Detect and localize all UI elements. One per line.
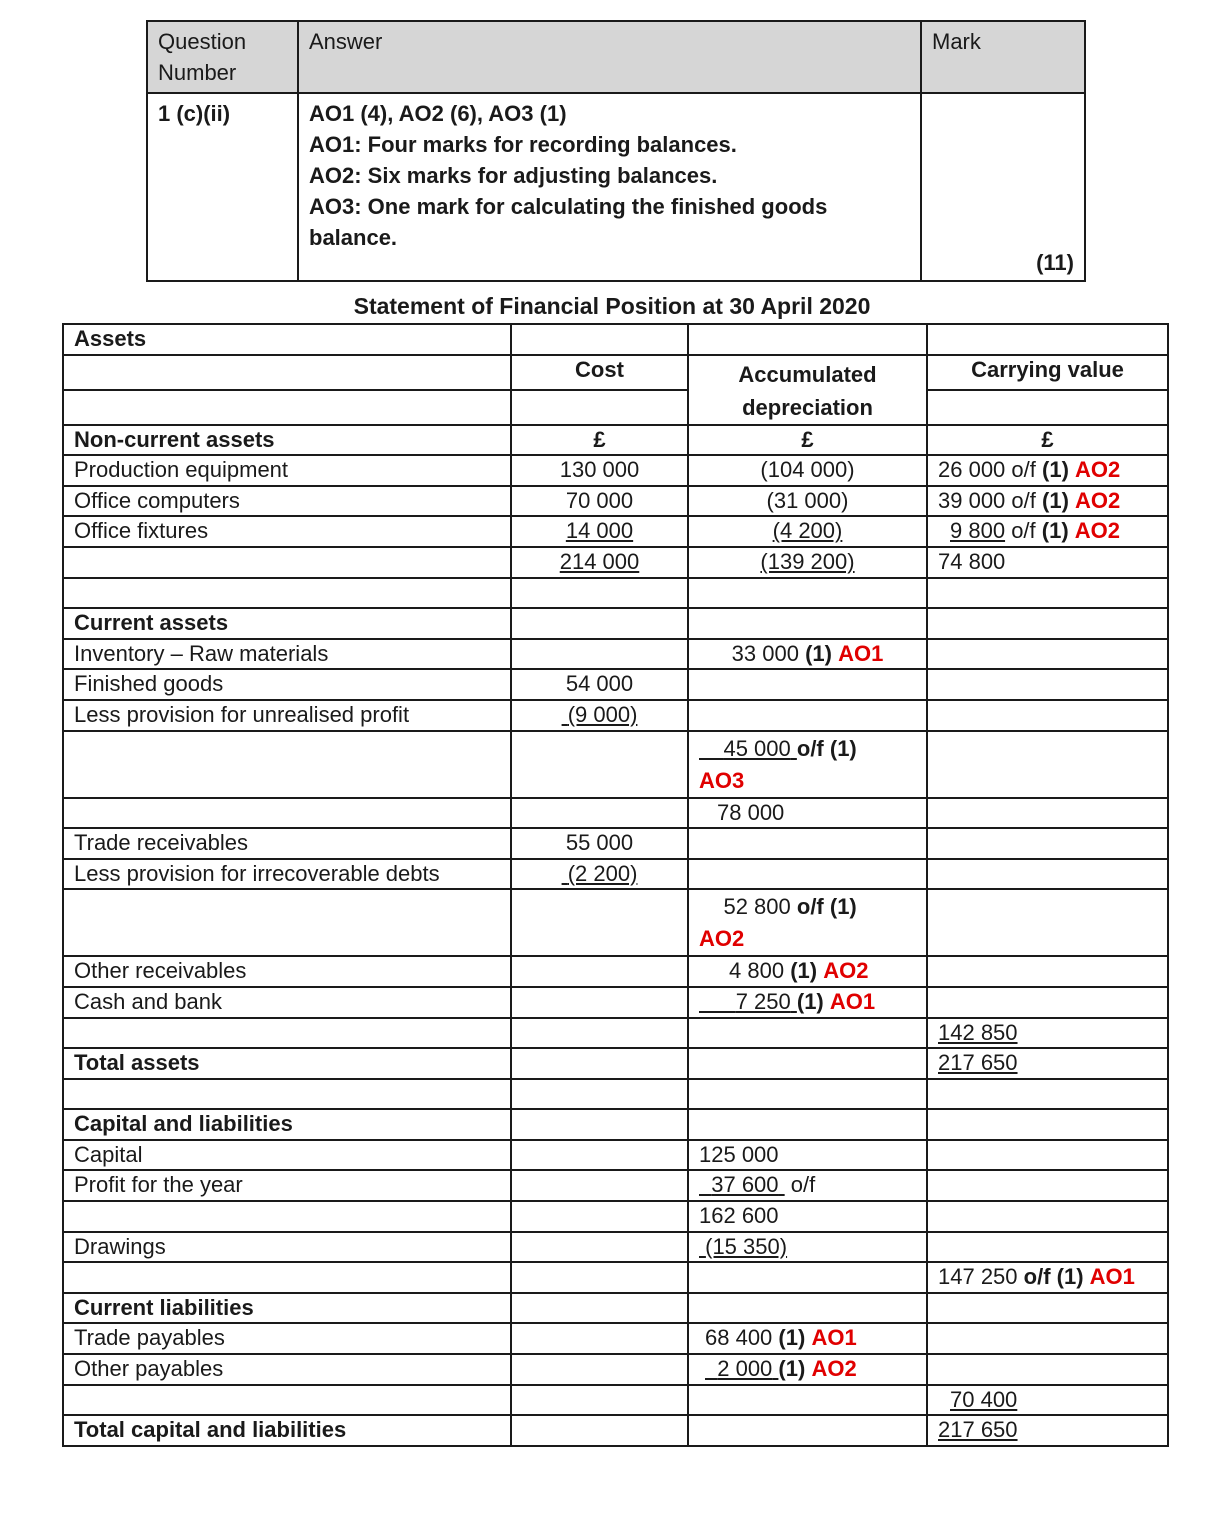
carrying-value: 39 000 o/f (1) AO2	[927, 486, 1168, 517]
table-row	[63, 455, 1168, 486]
cost-value: 70 000	[511, 486, 688, 517]
capital-liabilities-heading: Capital and liabilities	[63, 1109, 511, 1140]
row-label: Trade payables	[63, 1323, 511, 1354]
row-label: Trade receivables	[63, 828, 511, 859]
row-label: Production equipment	[63, 455, 511, 486]
mark-scheme-table	[146, 20, 1086, 282]
current-assets-total: 142 850	[927, 1018, 1168, 1049]
mark-scheme-body-row	[147, 93, 1085, 281]
answer-text	[298, 93, 921, 281]
finished-goods-value: 54 000	[511, 669, 688, 700]
carrying-value: 26 000 o/f (1) AO2	[927, 455, 1168, 486]
carrying-value: 9 800 o/f (1) AO2	[927, 516, 1168, 547]
total-mark: (11)	[921, 93, 1085, 281]
table-row	[63, 1232, 1168, 1263]
table-row	[63, 1109, 1168, 1140]
finished-goods-net: 45 000 o/f (1) AO3	[688, 731, 927, 798]
dep-value: (4 200)	[688, 516, 927, 547]
total-capital-liabilities-value: 217 650	[927, 1415, 1168, 1446]
row-label: Less provision for irrecoverable debts	[63, 859, 511, 890]
table-row	[63, 639, 1168, 670]
total-capital-liabilities-label: Total capital and liabilities	[63, 1415, 511, 1446]
currency-symbol: £	[927, 425, 1168, 456]
table-row	[63, 1018, 1168, 1049]
financial-position-table	[62, 323, 1169, 1447]
table-row	[63, 486, 1168, 517]
drawings-value: (15 350)	[688, 1232, 927, 1263]
table-row	[63, 1323, 1168, 1354]
row-label: Profit for the year	[63, 1170, 511, 1201]
current-liabilities-heading: Current liabilities	[63, 1293, 511, 1324]
table-row	[63, 1079, 1168, 1110]
inventory-total: 78 000	[688, 798, 927, 829]
table-row	[63, 390, 1168, 425]
table-row	[63, 731, 1168, 798]
row-label: Finished goods	[63, 669, 511, 700]
currency-symbol: £	[511, 425, 688, 456]
non-current-heading: Non-current assets	[63, 425, 511, 456]
table-row	[63, 516, 1168, 547]
table-row	[63, 608, 1168, 639]
trade-payables-value: 68 400 (1) AO1	[688, 1323, 927, 1354]
answer-line: AO1 (4), AO2 (6), AO3 (1)	[309, 101, 567, 126]
dep-value: (104 000)	[688, 455, 927, 486]
answer-header: Answer	[298, 21, 921, 93]
cost-total: 214 000	[511, 547, 688, 578]
total-assets-value: 217 650	[927, 1048, 1168, 1079]
other-receivables-value: 4 800 (1) AO2	[688, 956, 927, 987]
table-row	[63, 700, 1168, 731]
table-row	[63, 1354, 1168, 1385]
table-row	[63, 1385, 1168, 1416]
table-row	[63, 889, 1168, 956]
carrying-value-header: Carrying value	[927, 355, 1168, 390]
answer-line: AO3: One mark for calculating the finished goods balance.	[309, 194, 828, 250]
current-assets-heading: Current assets	[63, 608, 511, 639]
table-row	[63, 578, 1168, 609]
row-label: Capital	[63, 1140, 511, 1171]
cost-value: 130 000	[511, 455, 688, 486]
profit-value: 37 600 o/f	[688, 1170, 927, 1201]
row-label: Office computers	[63, 486, 511, 517]
table-row	[63, 1262, 1168, 1293]
trade-receivables-net: 52 800 o/f (1) AO2	[688, 889, 927, 956]
table-row	[63, 859, 1168, 890]
table-row	[63, 1140, 1168, 1171]
table-row	[63, 1170, 1168, 1201]
table-row	[63, 987, 1168, 1018]
other-payables-value: 2 000 (1) AO2	[688, 1354, 927, 1385]
table-row	[63, 1048, 1168, 1079]
upp-value: (9 000)	[511, 700, 688, 731]
table-row	[63, 425, 1168, 456]
question-number: 1 (c)(ii)	[147, 93, 298, 281]
capital-value: 125 000	[688, 1140, 927, 1171]
capital-subtotal: 162 600	[688, 1201, 927, 1232]
cash-bank-value: 7 250 (1) AO1	[688, 987, 927, 1018]
table-row	[63, 324, 1168, 355]
trade-receivables-value: 55 000	[511, 828, 688, 859]
row-label: Other payables	[63, 1354, 511, 1385]
row-label: Drawings	[63, 1232, 511, 1263]
carrying-total: 74 800	[927, 547, 1168, 578]
mark-scheme-header-row	[147, 21, 1085, 93]
total-assets-label: Total assets	[63, 1048, 511, 1079]
row-label: Less provision for unrealised profit	[63, 700, 511, 731]
table-row	[63, 828, 1168, 859]
table-row	[63, 798, 1168, 829]
acc-dep-header: Accumulated depreciation	[688, 355, 927, 425]
row-label: Cash and bank	[63, 987, 511, 1018]
dep-value: (31 000)	[688, 486, 927, 517]
currency-symbol: £	[688, 425, 927, 456]
table-row	[63, 956, 1168, 987]
cost-header: Cost	[511, 355, 688, 390]
row-label: Office fixtures	[63, 516, 511, 547]
current-liabilities-total: 70 400	[927, 1385, 1168, 1416]
mark-header: Mark	[921, 21, 1085, 93]
statement-title: Statement of Financial Position at 30 April 2020	[353, 293, 871, 319]
raw-materials-value: 33 000 (1) AO1	[688, 639, 927, 670]
table-row	[63, 669, 1168, 700]
cost-value: 14 000	[511, 516, 688, 547]
answer-line: AO2: Six marks for adjusting balances.	[309, 163, 718, 188]
table-row	[63, 1415, 1168, 1446]
assets-heading: Assets	[63, 324, 511, 355]
closing-capital: 147 250 o/f (1) AO1	[927, 1262, 1168, 1293]
table-row	[63, 1201, 1168, 1232]
dep-total: (139 200)	[688, 547, 927, 578]
answer-line: AO1: Four marks for recording balances.	[309, 132, 737, 157]
table-row	[63, 355, 1168, 390]
table-row	[63, 1293, 1168, 1324]
table-row	[63, 547, 1168, 578]
row-label: Other receivables	[63, 956, 511, 987]
pid-value: (2 200)	[511, 859, 688, 890]
row-label: Inventory – Raw materials	[63, 639, 511, 670]
question-number-header: Question Number	[147, 21, 298, 93]
